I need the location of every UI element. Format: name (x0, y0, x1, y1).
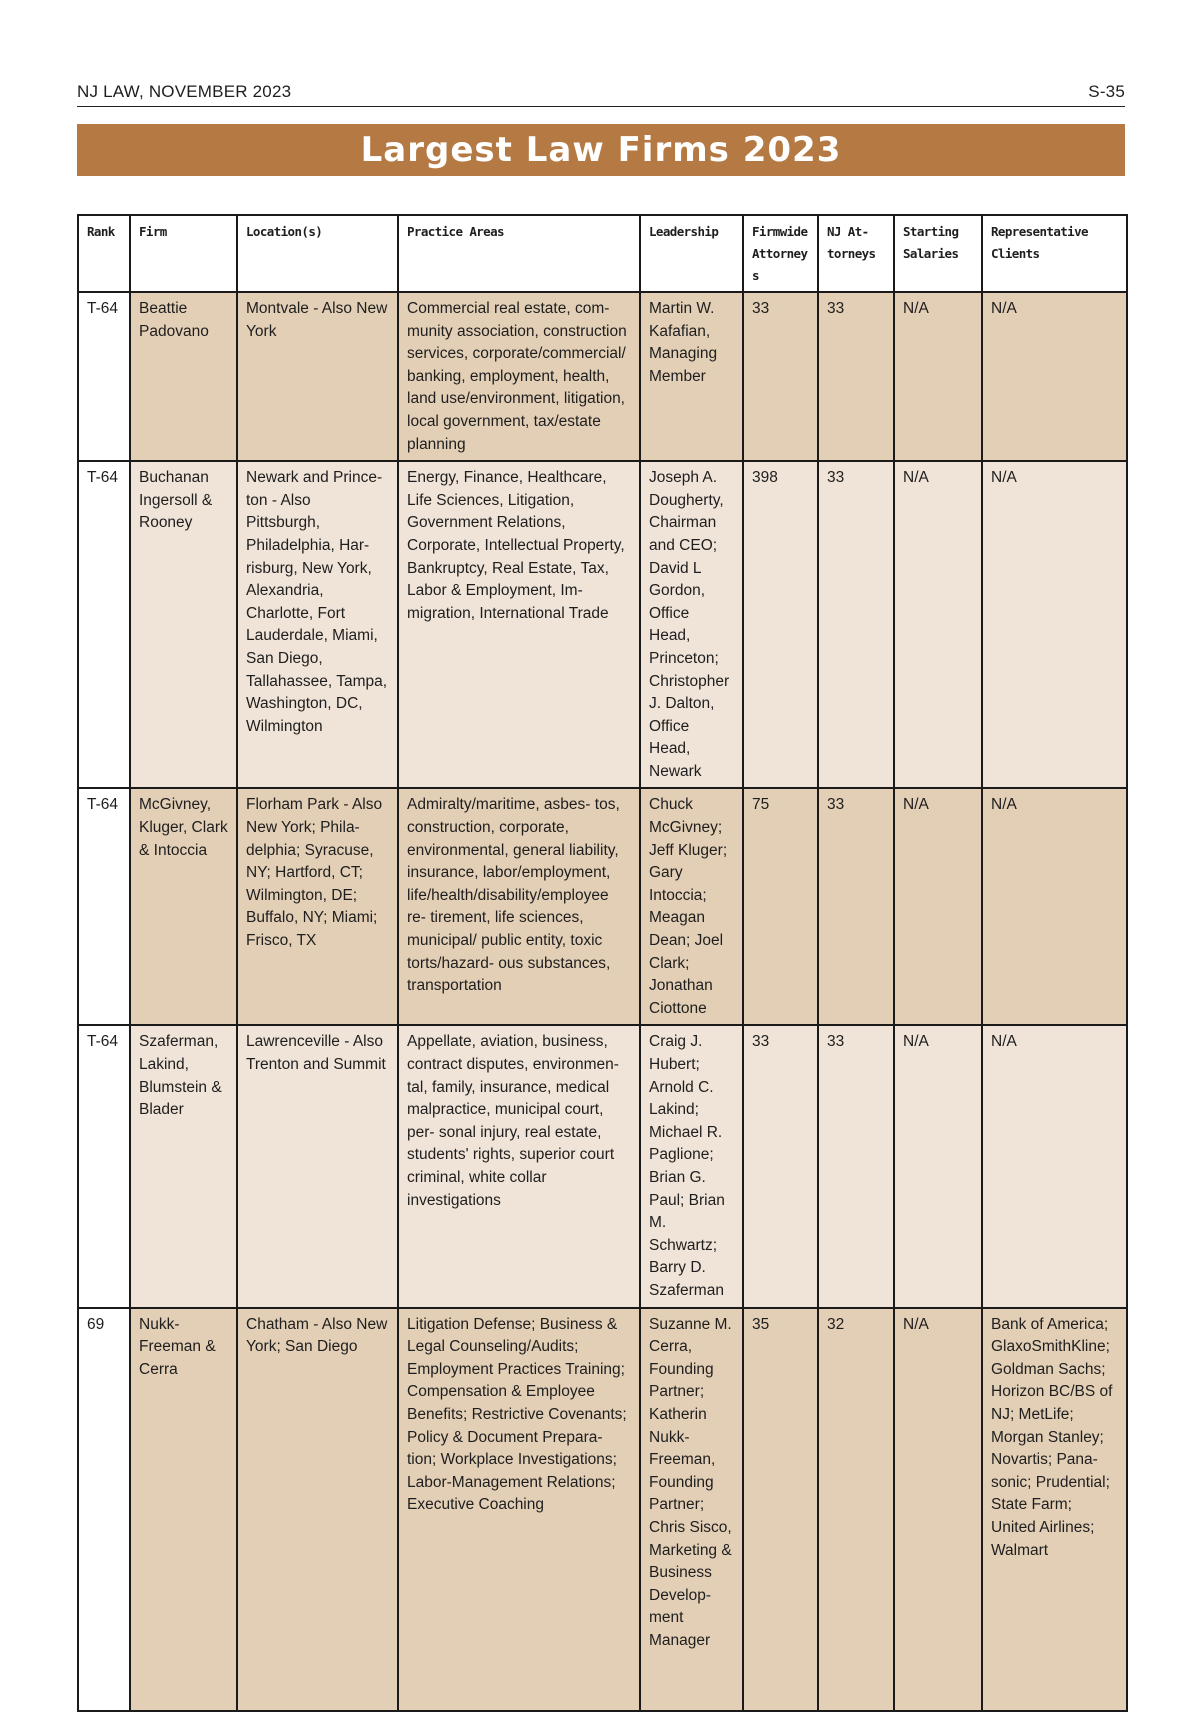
firmwide-attorneys-cell: 35 (743, 1308, 818, 1711)
starting-salaries-cell: N/A (894, 1025, 982, 1307)
rank-cell: T-64 (78, 461, 130, 788)
firmwide-attorneys-cell: 75 (743, 788, 818, 1025)
page-number: S-35 (1088, 82, 1125, 101)
representative-clients-cell: N/A (982, 461, 1127, 788)
column-header: Rank (78, 215, 130, 292)
starting-salaries-cell: N/A (894, 461, 982, 788)
locations-cell: Newark and Prince- ton - Also Pittsburgh, Philadelphia, Har- risburg, New York, Alexandria, Charlotte, Fort Lauderdale, Miami, San Diego, Tallahassee, Tampa, Washington, DC, Wilmington (237, 461, 398, 788)
firmwide-attorneys-cell: 33 (743, 1025, 818, 1307)
column-header: NJ At- torneys (818, 215, 894, 292)
firm-cell: McGivney, Kluger, Clark & Intoccia (130, 788, 237, 1025)
rank-cell: T-64 (78, 788, 130, 1025)
publication-title: NJ LAW, NOVEMBER 2023 (77, 82, 292, 101)
practice-areas-cell: Admiralty/maritime, asbes- tos, construction, corporate, environmental, general liability, insurance, labor/employment, life/health/disability/employee re- tirement, life sciences, municipal/ public entity, toxic torts/hazard- ous substances, transportation (398, 788, 640, 1025)
column-header: Firmwide Attorneys (743, 215, 818, 292)
rank-cell: 69 (78, 1308, 130, 1711)
leadership-cell: Joseph A. Dougherty, Chairman and CEO; David L Gordon, Office Head, Princeton; Christopher J. Dalton, Office Head, Newark (640, 461, 743, 788)
representative-clients-cell: N/A (982, 292, 1127, 461)
locations-cell: Lawrenceville - Also Trenton and Summit (237, 1025, 398, 1307)
leadership-cell: Suzanne M. Cerra, Founding Partner; Katherin Nukk- Freeman, Founding Partner; Chris Sisco, Marketing & Business Develop- ment Manager (640, 1308, 743, 1711)
table-row (78, 1025, 1127, 1307)
starting-salaries-cell: N/A (894, 1308, 982, 1711)
nj-attorneys-cell: 33 (818, 1025, 894, 1307)
starting-salaries-cell: N/A (894, 788, 982, 1025)
section-banner (77, 124, 1125, 176)
table-row (78, 292, 1127, 461)
representative-clients-cell: N/A (982, 788, 1127, 1025)
table-row (78, 788, 1127, 1025)
firmwide-attorneys-cell: 398 (743, 461, 818, 788)
starting-salaries-cell: N/A (894, 292, 982, 461)
practice-areas-cell: Litigation Defense; Business & Legal Counseling/Audits; Employment Practices Training; Compensation & Employee Benefits; Restrictive Covenants; Policy & Document Prepara- tion; Workplace Investigations; Labor-Management Relations; Executive Coaching (398, 1308, 640, 1711)
column-header: Starting Salaries (894, 215, 982, 292)
nj-attorneys-cell: 32 (818, 1308, 894, 1711)
representative-clients-cell: Bank of America; GlaxoSmithKline; Goldman Sachs; Horizon BC/BS of NJ; MetLife; Morgan Stanley; Novartis; Pana- sonic; Prudential; State Farm; United Airlines; Walmart (982, 1308, 1127, 1711)
page-header (77, 82, 1125, 107)
firmwide-attorneys-cell: 33 (743, 292, 818, 461)
locations-cell: Montvale - Also New York (237, 292, 398, 461)
table-row (78, 1308, 1127, 1711)
practice-areas-cell: Energy, Finance, Healthcare, Life Sciences, Litigation, Government Relations, Corporate, Intellectual Property, Bankruptcy, Real Estate, Tax, Labor & Employment, Im- migration, International Trade (398, 461, 640, 788)
rank-cell: T-64 (78, 292, 130, 461)
law-firms-table (77, 214, 1128, 1712)
locations-cell: Florham Park - Also New York; Phila- delphia; Syracuse, NY; Hartford, CT; Wilmington, DE; Buffalo, NY; Miami; Frisco, TX (237, 788, 398, 1025)
table-row (78, 461, 1127, 788)
practice-areas-cell: Appellate, aviation, business, contract disputes, environmen- tal, family, insurance, medical malpractice, municipal court, per- sonal injury, real estate, students' rights, superior court criminal, white collar investigations (398, 1025, 640, 1307)
locations-cell: Chatham - Also New York; San Diego (237, 1308, 398, 1711)
column-header: Leadership (640, 215, 743, 292)
firm-cell: Buchanan Ingersoll & Rooney (130, 461, 237, 788)
banner-title: Largest Law Firms 2023 (360, 130, 842, 170)
representative-clients-cell: N/A (982, 1025, 1127, 1307)
leadership-cell: Martin W. Kafafian, Managing Member (640, 292, 743, 461)
leadership-cell: Chuck McGivney; Jeff Kluger; Gary Intoccia; Meagan Dean; Joel Clark; Jonathan Ciottone (640, 788, 743, 1025)
leadership-cell: Craig J. Hubert; Arnold C. Lakind; Michael R. Paglione; Brian G. Paul; Brian M. Schwartz; Barry D. Szaferman (640, 1025, 743, 1307)
nj-attorneys-cell: 33 (818, 292, 894, 461)
firm-cell: Szaferman, Lakind, Blumstein & Blader (130, 1025, 237, 1307)
table-header-row (78, 215, 1127, 292)
rank-cell: T-64 (78, 1025, 130, 1307)
column-header: Location(s) (237, 215, 398, 292)
column-header: Firm (130, 215, 237, 292)
column-header: Practice Areas (398, 215, 640, 292)
nj-attorneys-cell: 33 (818, 461, 894, 788)
firm-cell: Nukk- Freeman & Cerra (130, 1308, 237, 1711)
column-header: Representative Clients (982, 215, 1127, 292)
nj-attorneys-cell: 33 (818, 788, 894, 1025)
practice-areas-cell: Commercial real estate, com- munity association, construction services, corporate/commercial/ banking, employment, health, land use/environment, litigation, local government, tax/estate planning (398, 292, 640, 461)
firm-cell: Beattie Padovano (130, 292, 237, 461)
